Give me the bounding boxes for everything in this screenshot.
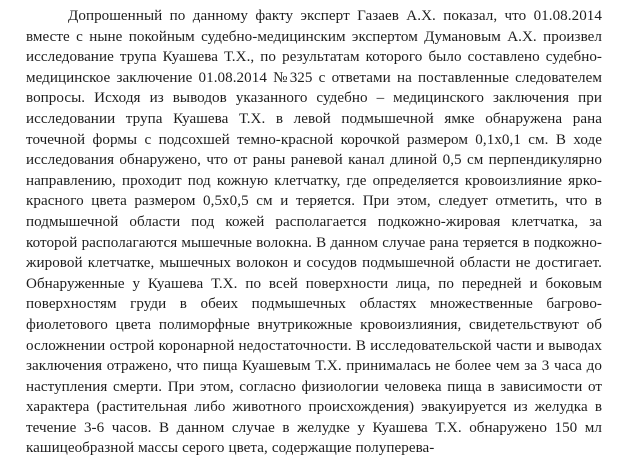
document-paragraph: Допрошенный по данному факту эксперт Газаев А.Х. показал, что 01.08.2014 вместе с ныне покойным судебно-медицинским экспертом Думановым А.Х. произвел исследование трупа Куашева Т.Х., по результатам которого было составлено судебно-медицинское заключение 01.08.2014 №325 с ответами на поставленные следователем вопросы. Исходя из выводов указанного судебно – медицинского заключения при исследовании трупа Куашева Т.Х. в левой подмышечной ямке обнаружена рана точечной формы с подсохшей темно-красной корочкой размером 0,1х0,1 см. В ходе исследования обнаружено, что от раны раневой канал длиной 0,5 см перпендикулярно направлению, проходит под кожную клетчатку, где определяется кровоизлияние ярко-красного цвета размером 0,5х0,5 см и теряется. При этом, следует отметить, что в подмышечной области под кожей располагается подкожно-жировая клетчатка, за которой располагаются мышечные волокна. В данном случае рана теряется в подкожно-жировой клетчатке, мышечных волокон и сосудов подмышечной области не достигает. Обнаруженные у Куашева Т.Х. по всей поверхности лица, по передней и боковым поверхностям груди в обеих подмышечных областях множественные багрово-фиолетового цвета полиморфные внутрикожные кровоизлияния, свидетельствуют об осложнении острой коронарной недостаточности. В исследовательской части и выводах заключения отражено, что пища Куашевым Т.Х. принималась не более чем за 3 часа до наступления смерти. При этом, согласно физиологии человека пища в зависимости от характера (растительная либо животного происхождения) эвакуируется из желудка в течение 3-6 часов. В данном случае в желудке у Куашева Т.Х. обнаружено 150 мл кашицеобразной массы серого цвета, содержащие полуперева- (26, 8, 602, 457)
document-body (26, 6, 602, 459)
